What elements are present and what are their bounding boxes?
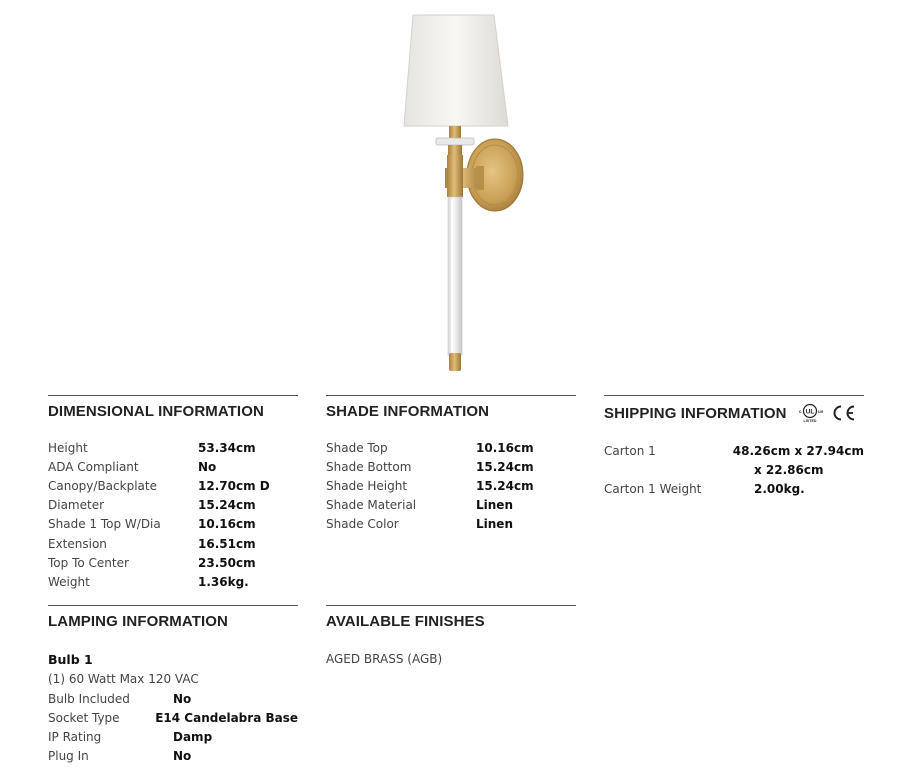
spec-label: ADA Compliant — [48, 459, 139, 474]
spec-label: Carton 1 Weight — [604, 481, 702, 496]
spec-row — [48, 747, 298, 766]
spec-row — [326, 476, 576, 495]
spec-value: No — [173, 691, 192, 706]
spec-row — [48, 708, 298, 727]
spec-row — [48, 476, 298, 495]
finishes-list — [326, 652, 576, 666]
svg-text:us: us — [817, 409, 823, 414]
spec-row — [604, 479, 864, 498]
finish-item: AGED BRASS (AGB) — [326, 652, 443, 666]
section-title: AVAILABLE FINISHES — [326, 613, 485, 630]
ul-mark-text: UL — [805, 408, 814, 416]
spec-label: Shade Top — [326, 440, 388, 455]
spec-row — [48, 457, 298, 476]
ul-listed-certification-icon — [795, 403, 823, 423]
svg-text:c: c — [798, 409, 802, 414]
bulb-title: Bulb 1 — [48, 652, 93, 667]
spec-row — [48, 438, 298, 457]
product-image-wall-sconce — [390, 10, 540, 380]
spec-label: Weight — [48, 574, 90, 589]
spec-label: Height — [48, 440, 88, 455]
spec-row — [326, 438, 576, 457]
spec-label: Carton 1 — [604, 443, 656, 458]
section-title-row — [604, 403, 864, 423]
section-divider — [604, 395, 864, 396]
spec-label: IP Rating — [48, 730, 102, 745]
spec-row — [326, 496, 576, 515]
spec-row — [604, 460, 864, 479]
lamping-rows — [48, 689, 298, 766]
spec-label: Shade Height — [326, 478, 408, 493]
spec-value: 12.70cm D — [198, 478, 270, 493]
spec-label: Shade Bottom — [326, 459, 412, 474]
spec-value: 53.34cm — [198, 440, 256, 455]
spec-value: Damp — [173, 730, 213, 745]
spec-row — [48, 689, 298, 708]
section-divider — [326, 605, 576, 606]
spec-value: Linen — [476, 498, 513, 513]
spec-value: No — [198, 459, 217, 474]
spec-label: Plug In — [48, 749, 89, 764]
shipping-information-section — [604, 395, 864, 499]
spec-value: 23.50cm — [198, 555, 256, 570]
spec-value: 10.16cm — [198, 517, 256, 532]
section-title: DIMENSIONAL INFORMATION — [48, 403, 264, 420]
spec-row — [604, 441, 864, 460]
spec-value: x 22.86cm — [754, 462, 824, 477]
spec-value: 15.24cm — [476, 478, 534, 493]
spec-value: 2.00kg. — [754, 481, 805, 496]
spec-label: Shade Color — [326, 517, 399, 532]
spec-row — [48, 534, 298, 553]
spec-row — [48, 572, 298, 591]
spec-label: Socket Type — [48, 710, 120, 725]
spec-value: 48.26cm x 27.94cm — [732, 443, 864, 458]
spec-value: 15.24cm — [476, 459, 534, 474]
bulb-description: (1) 60 Watt Max 120 VAC — [48, 672, 199, 686]
ul-listed-text: LISTED — [803, 419, 817, 423]
section-title: SHIPPING INFORMATION — [604, 404, 787, 422]
spec-row — [326, 515, 576, 534]
section-title: LAMPING INFORMATION — [48, 613, 228, 630]
ce-mark-icon — [831, 403, 857, 423]
spec-value: E14 Candelabra Base — [155, 710, 298, 725]
spec-value: 15.24cm — [198, 498, 256, 513]
spec-value: 16.51cm — [198, 536, 256, 551]
spec-value: 10.16cm — [476, 440, 534, 455]
shade-rows — [326, 438, 576, 534]
spec-value: No — [173, 749, 192, 764]
spec-label: Canopy/Backplate — [48, 478, 157, 493]
dimensional-rows — [48, 438, 298, 592]
section-divider — [48, 395, 298, 396]
spec-row — [48, 496, 298, 515]
spec-value: 1.36kg. — [198, 574, 249, 589]
section-divider — [48, 605, 298, 606]
section-divider — [326, 395, 576, 396]
spec-label: Shade Material — [326, 498, 417, 513]
spec-row — [48, 553, 298, 572]
dimensional-information-section — [48, 395, 298, 592]
spec-label: Top To Center — [48, 555, 129, 570]
spec-label: Bulb Included — [48, 691, 130, 706]
spec-label: Shade 1 Top W/Dia — [48, 517, 161, 532]
spec-row — [48, 515, 298, 534]
spec-label: Diameter — [48, 498, 105, 513]
spec-row — [326, 457, 576, 476]
spec-value: Linen — [476, 517, 513, 532]
lamping-information-section — [48, 605, 298, 766]
spec-row — [48, 728, 298, 747]
spec-label: Extension — [48, 536, 107, 551]
shade-information-section — [326, 395, 576, 534]
section-title: SHADE INFORMATION — [326, 403, 490, 420]
available-finishes-section — [326, 605, 576, 666]
shipping-rows — [604, 441, 864, 499]
